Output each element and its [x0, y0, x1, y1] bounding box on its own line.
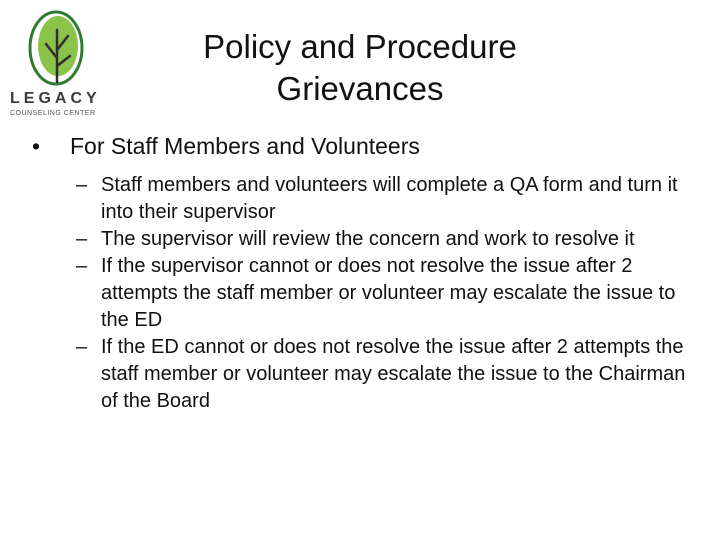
slide-title	[120, 26, 600, 110]
dash-icon: –	[76, 174, 88, 196]
sub-bullet-text: The supervisor will review the concern and work to resolve it	[101, 228, 635, 250]
sub-bullet-text: If the supervisor cannot or does not resolve the issue after 2 attempts the staff member or volunteer may escalate the issue to the ED	[101, 255, 676, 331]
title-line-2: Grievances	[276, 70, 444, 107]
logo-wordmark: LEGACY	[10, 90, 101, 107]
sub-bullet-item	[76, 253, 706, 334]
dash-icon: –	[76, 336, 88, 358]
sub-bullet-text: Staff members and volunteers will complete a QA form and turn it into their supervisor	[101, 174, 678, 223]
tree-logo-icon	[26, 10, 86, 94]
main-bullet-text: For Staff Members and Volunteers	[70, 133, 420, 159]
legacy-logo	[6, 10, 106, 120]
sub-bullet-item	[76, 334, 706, 415]
dash-icon: –	[76, 255, 88, 277]
bullet-dot-icon: •	[32, 133, 41, 159]
sub-bullet-list	[76, 172, 706, 415]
logo-subtitle: COUNSELING CENTER	[10, 110, 96, 117]
sub-bullet-text: If the ED cannot or does not resolve the issue after 2 attempts the staff member or volunteer may escalate the issue to the Chairman of the Board	[101, 336, 686, 412]
dash-icon: –	[76, 228, 88, 250]
sub-bullet-item	[76, 226, 706, 253]
title-line-1: Policy and Procedure	[203, 28, 517, 65]
sub-bullet-item	[76, 172, 706, 226]
